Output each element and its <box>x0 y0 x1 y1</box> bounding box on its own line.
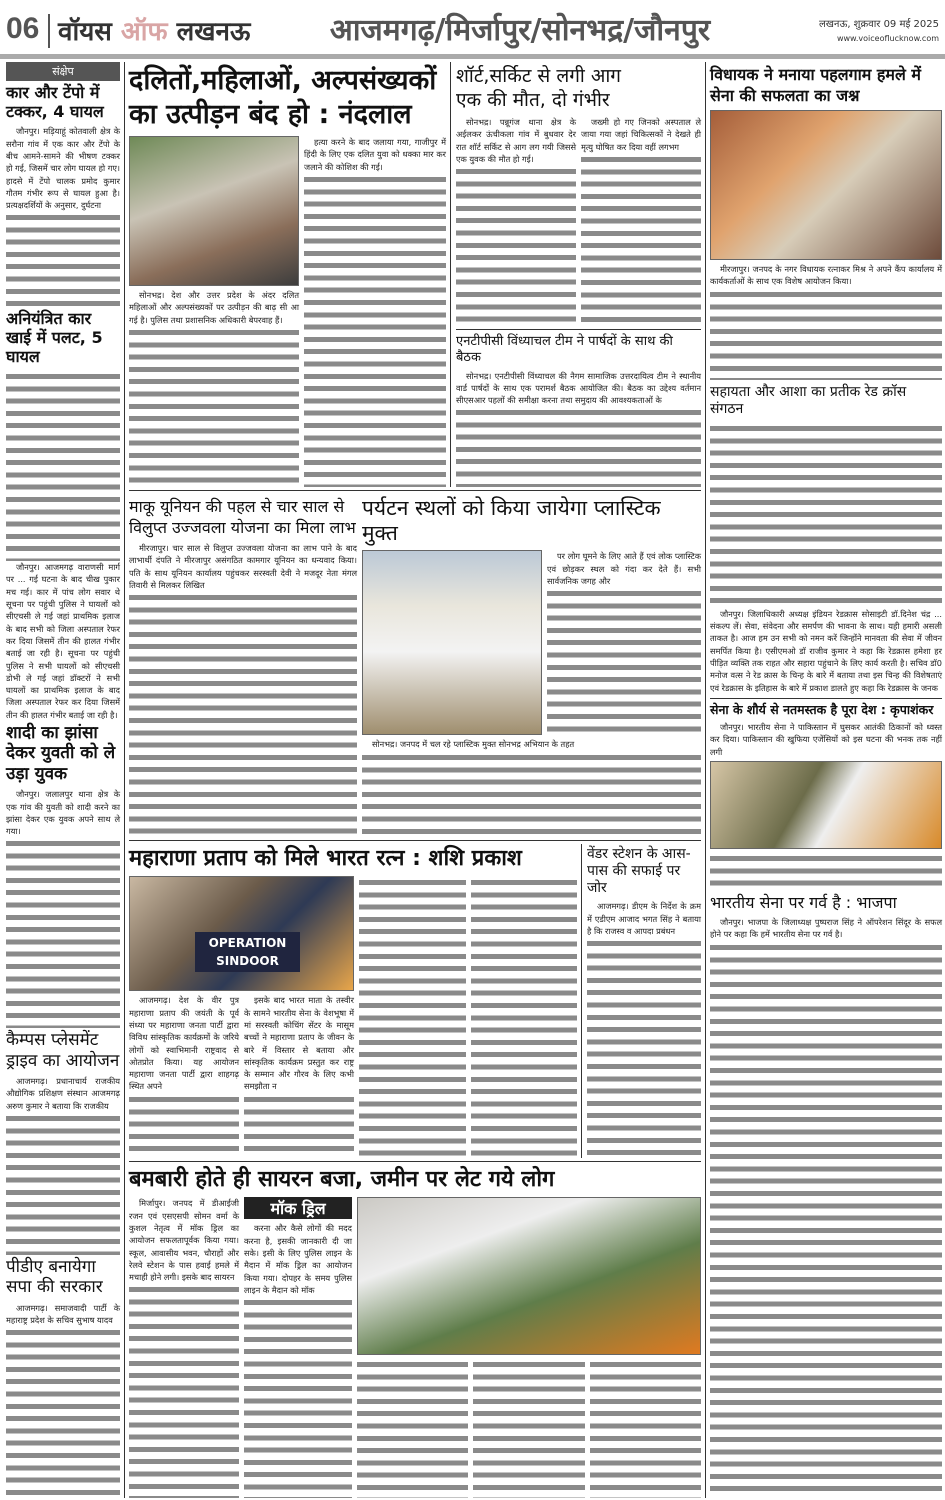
fire-article <box>456 62 701 487</box>
article-body: करना और कैसे लोगों की मदद करना है, इसकी जानकारी दी जा सके। इसी के लिए पुलिस लाइन के मैदान में मॉक ड्रिल का आयोजन किया गया। दोपहर के समय पुलिस लाइन के मैदान को मॉक <box>244 1223 352 1295</box>
drill-section <box>129 1161 701 1498</box>
text-lines <box>456 165 576 326</box>
drill-body-row <box>129 1197 701 1498</box>
lead-body-row <box>129 136 446 487</box>
top-section <box>129 62 701 490</box>
text-lines <box>710 422 942 608</box>
left-column <box>6 62 120 1498</box>
drill-col-2 <box>244 1197 352 1498</box>
fire-col-1 <box>456 116 576 326</box>
headline: वेंडर स्टेशन के आस-पास की सफाई पर जोर <box>587 846 691 896</box>
article-body: इसके बाद भारत माता के तस्वीर के सामने भारतीय सेना के वेशभूषा में मां सरस्वती कोचिंग सेंटर के मासूम बच्चों ने महाराणा प्रताप के जीवन के बारे में विस्तार से बताया और सांस्कृतिक कार्यक्रम प्रस्तुत कर राष्ट्र के सम्मान और गौरव के लिए कभी समझौता न <box>244 995 354 1092</box>
article-body: जौनपुर। जलालपुर थाना क्षेत्र के एक गांव की युवती को शादी करने का झांसा देकर एक युवक अपने साथ ले गया। <box>6 789 120 837</box>
text-lines <box>359 876 466 1158</box>
headline: बमबारी होते ही सायरन बजा, जमीन पर लेट गये लोग <box>129 1167 555 1192</box>
section-title: आजमगढ़/मिर्जापुर/सोनभद्र/जौनपुर <box>329 13 711 48</box>
header-rule <box>0 54 945 59</box>
tourism-side-col <box>547 550 701 735</box>
article-body: जौनपुर। जिलाधिकारी अध्यक्ष इंडियन रेडक्रास सोसाइटी डॉ.दिनेश चंद्र ... संकल्प लें। सेवा, संवेदना और समर्पण की भावना के साथ। यही हमारी असली ताकत है। आज हम उन सभी को नमन करें जिन्होंने मानवता की सेवा में जीवन समर्पित किया है। एसीएमओ डॉ राजीव कुमार ने कहा कि रेडक्रास हमेशा हर पीड़ित व्यक्ति तक राहत और सहारा पहुंचाने के लिए कार्य करती है। सचिव डॉ0 मनोज वत्स ने रेड क्रास के चिन्ह के बारे में बताया तथा इस चिन्ह की विशेषताएं एवं रेडक्रास के इतिहास के बारे में प्रकाश डालते हुए कहा कि रेडक्रास के जनक <box>710 608 942 693</box>
text-lines <box>710 941 942 1498</box>
fire-body-row <box>456 116 701 326</box>
text-lines <box>473 1358 584 1498</box>
headline: सेना के शौर्य से नतमस्तक है पूरा देश : कृपाशंकर <box>710 698 942 717</box>
text-lines <box>129 591 357 837</box>
headline: कैम्पस प्लेसमेंट ड्राइव का आयोजन <box>6 1030 120 1071</box>
article-body: मिर्जापुर। जनपद में डीआईजी रजन एवं एसएसपी सोमन वर्मा के कुशल नेतृत्व में मॉक ड्रिल का आयोजन सफलतापूर्वक किया गया। स्कूल, आवासीय भवन, चौराहों और रेलवे स्टेशन के पास हवाई हमले में मचाही होने लगी। इसके बाद सायरन <box>129 1198 239 1283</box>
text-lines <box>304 173 446 487</box>
article-body: पर लोग घूमने के लिए आते हैं एवं लोक प्लास्टिक एवं छोड़कर स्थल को गंदा कर देते हैं। सभी सार्वजनिक जगह और <box>547 551 701 586</box>
text-lines <box>129 1093 239 1158</box>
text-lines <box>6 1326 120 1498</box>
text-lines <box>710 288 942 381</box>
center-area <box>124 62 706 1498</box>
text-lines <box>129 1283 239 1498</box>
text-lines <box>6 837 120 1028</box>
text-lines <box>587 937 701 1158</box>
headline: शॉर्ट,सर्किट से लगी आग एक की मौत, दो गंभीर <box>456 65 621 111</box>
article-body: हत्या करने के बाद जलाया गया, गाजीपुर में हिंदी के लिए एक दलित युवा को धक्का मार कर जलाने की कोशिश की गई। <box>304 137 446 172</box>
maharana-col-2 <box>244 994 354 1158</box>
maku-article <box>129 494 357 837</box>
headline: माकू यूनियन की पहल से चार साल से विलुप्त उज्जवला योजना का मिला लाभ <box>129 497 356 537</box>
leaders-photo <box>710 761 942 849</box>
tourism-article <box>362 494 701 837</box>
mock-drill-photo <box>357 1197 701 1355</box>
headline: शादी का झांसा देकर युवती को ले उड़ा युवक <box>6 723 116 784</box>
headline: कार और टेंपो में टक्कर, 4 घायल <box>6 83 104 122</box>
drill-col-1 <box>129 1197 239 1498</box>
drill-lines-row <box>357 1358 701 1498</box>
page-number: 06 <box>6 12 40 45</box>
headline: सहायता और आशा का प्रतीक रेड क्रॉस संगठन <box>710 384 907 418</box>
text-lines <box>244 1296 352 1498</box>
ntpc-article <box>456 329 701 487</box>
divider <box>48 14 50 48</box>
article-body: सोनभद्र। एनटीपीसी विंध्याचल की नैगम सामाजिक उत्तरदायित्व टीम ने स्थानीय वार्ड पार्षदों के साथ एक परामर्श बैठक आयोजित की। बैठक का उद्देश्य वर्तमान सीएसआर पहलों की समीक्षा करना तथा समुदाय की आवश्यकताओं के <box>456 370 701 406</box>
article-body: मीरजापुर। जनपद के नगर विधायक रत्नाकर मिश्र ने अपने कैंप कार्यालय में कार्यकर्ताओं के साथ एक विशेष आयोजन किया। <box>710 264 942 287</box>
article-body: सोनभद्र। जनपद में चल रहे प्लास्टिक मुक्त सोनभद्र अभियान के तहत <box>372 739 575 750</box>
article-body: सोनभद्र। देश और उत्तर प्रदेश के अंदर दलित महिलाओं और अल्पसंख्यकों पर उत्पीड़न की बाढ़ सी आ गई है। पुलिस तथा प्रशासनिक अधिकारी बेपरवाह हैं। <box>129 290 299 325</box>
headline: विधायक ने मनाया पहलगाम हमले में सेना की सफलता का जश्न <box>710 65 921 105</box>
headline: अनियंत्रित कार खाई में पलट, 5 घायल <box>6 308 103 367</box>
maharana-left <box>129 876 354 1158</box>
text-lines <box>6 370 120 561</box>
article-body: आजमगढ़। देश के वीर पुत्र महाराणा प्रताप की जयंती के पूर्व संध्या पर महाराणा जनता पार्टी द्वारा विविध सांस्कृतिक कार्यक्रमों के जरिये लोगों को स्वाभिमानी राष्ट्रवाद से ओतप्रोत किया। यह आयोजन महाराणा जनता पार्टी द्वारा शाहगढ़ स्थित अपने <box>129 995 239 1092</box>
mla-photo <box>710 110 942 260</box>
text-lines <box>547 587 701 735</box>
text-lines <box>244 1093 354 1158</box>
right-column <box>710 62 942 1498</box>
drill-photo-col <box>357 1197 701 1498</box>
text-lines <box>362 751 701 837</box>
headline: एनटीपीसी विंध्याचल टीम ने पार्षदों के साथ की बैठक <box>456 334 673 365</box>
article-body: जौनपुर। भाजपा के जिलाध्यक्ष पुष्पराज सिंह ने ऑपरेशन सिंदूर के सफल होने पर कहा कि हमें भारतीय सेना पर गर्व है। <box>710 917 942 940</box>
website-link[interactable]: www.voiceoflucknow.com <box>836 34 939 43</box>
text-lines <box>471 876 578 1158</box>
text-lines <box>710 852 942 889</box>
issue-date: लखनऊ, शुक्रवार 09 मई 2025 <box>818 19 939 30</box>
article-body: जख्मी हो गए जिनको अस्पताल ले जाया गया जहां चिकित्सकों ने देखते ही मृत्यु घोषित कर दिया वहीं लगभग <box>581 117 701 152</box>
text-lines <box>129 326 299 487</box>
maharana-body-row <box>129 876 577 1158</box>
headline: पीडीए बनायेगा सपा की सरकार <box>6 1256 103 1298</box>
maharana-photo <box>129 876 354 991</box>
operation-sindoor-banner: OPERATION SINDOOR <box>195 932 300 972</box>
lead-left-col <box>129 136 299 487</box>
vendor-article <box>581 844 701 1158</box>
article-body: जौनपुर। भारतीय सेना ने पाकिस्तान में घुसकर आतंकी ठिकानों को ध्वस्त कर दिया। पाकिस्तान की खुफिया एजेंसियों को इस घटना की भनक तक नहीं लगी <box>710 721 942 757</box>
brief-tag: संक्षेप <box>6 62 120 81</box>
lead-photo <box>129 136 299 286</box>
text-lines <box>6 1112 120 1255</box>
article-body: आजमगढ़। समाजवादी पार्टी के महाराष्ट्र प्रदेश के सचिव सुभाष यादव <box>6 1302 120 1326</box>
tourism-photo <box>362 550 542 735</box>
masthead-logo: वॉयस ऑफ लखनऊ <box>58 17 251 47</box>
headline: पर्यटन स्थलों को किया जायेगा प्लास्टिक मुक्त <box>362 496 661 546</box>
lead-headline: दलितों,महिलाओं, अल्पसंख्यकों का उत्पीड़न बंद हो : नंदलाल <box>129 65 437 130</box>
headline: भारतीय सेना पर गर्व है : भाजपा <box>710 892 897 912</box>
lead-article <box>129 62 451 487</box>
article-body: आजमगढ़। प्रधानाचार्य राजकीय औद्योगिक प्रशिक्षण संस्थान आजमगढ़ अरुण कुमार ने बताया कि राजकीय <box>6 1075 120 1111</box>
article-body: सोनभद्र। पन्नूगंज थाना क्षेत्र के अईलकर ऊंचीकला गांव में बुधवार देर रात शॉर्ट सर्किट से आग लग गयी जिससे एक युवक की मौत हो गई। <box>456 117 576 164</box>
text-lines <box>581 153 701 326</box>
text-lines <box>456 406 701 487</box>
fire-col-2 <box>581 116 701 326</box>
maharana-article <box>129 844 581 1158</box>
text-lines <box>357 1358 468 1498</box>
tourism-photo-row <box>362 550 701 735</box>
middle-section <box>129 490 701 840</box>
article-body: जौनपुर। आजमगढ़ वाराणसी मार्ग पर ... गई घटना के बाद चीख पुकार मच गई। कार में पांच लोग सवार थे सूचना पर पहुंची पुलिस ने घायलों को सीएचसी ले गई जहां प्राथमिक इलाज के बाद सभी को जिला अस्पताल रेफर कर दिया जिसमें तीन की हालत गंभीर बताई जा रही है। सूचना पर पहुंची पुलिस ने सभी घायलों को सीएचसी डोभी ले गई जहां डॉक्टरों ने सभी घायलों का प्राथमिक इलाज के बाद जिला अस्पताल रेफर कर दिया जिसमें तीन की हालत गंभीर बताई जा रही है। <box>6 562 120 720</box>
mock-drill-tag: मॉक ड्रिल <box>244 1197 352 1219</box>
text-lines <box>590 1358 701 1498</box>
article-body: आजमगढ़। डीएम के निर्देश के क्रम में एडीएम आजाद भगत सिंह ने बताया है कि राजस्व व आपदा प्रबंधन <box>587 901 701 936</box>
article-body: जौनपुर। मड़ियाहूं कोतवाली क्षेत्र के सरौना गांव में एक कार और टेंपो के बीच आमने-सामने की भीषण टक्कर हो गई, जिसमें चार लोग घायल हो गए। हादसे में टेंपो चालक प्रमोद कुमार गौतम गंभीर रूप से घायल हुआ है। प्रत्यक्षदर्शियों के अनुसार, दुर्घटना <box>6 126 120 211</box>
maharana-section <box>129 840 701 1161</box>
article-body: मीरजापुर। चार साल से विलुप्त उज्जवला योजना का लाभ पाने के बाद लाभार्थी दंपति ने मीरजापुर असंगठित कामगार यूनियन का धन्यवाद किया। पति के साथ यूनियन कार्यालय पहुंचकर सरस्वती देवी ने मजदूर नेता मंगल तिवारी से मिलकर लिखित <box>129 543 357 590</box>
maharana-text-row <box>129 994 354 1158</box>
text-lines <box>6 211 120 306</box>
lead-right-col <box>304 136 446 487</box>
maharana-col-1 <box>129 994 239 1158</box>
headline: महाराणा प्रताप को मिले भारत रत्न : शशि प्रकाश <box>129 846 522 871</box>
